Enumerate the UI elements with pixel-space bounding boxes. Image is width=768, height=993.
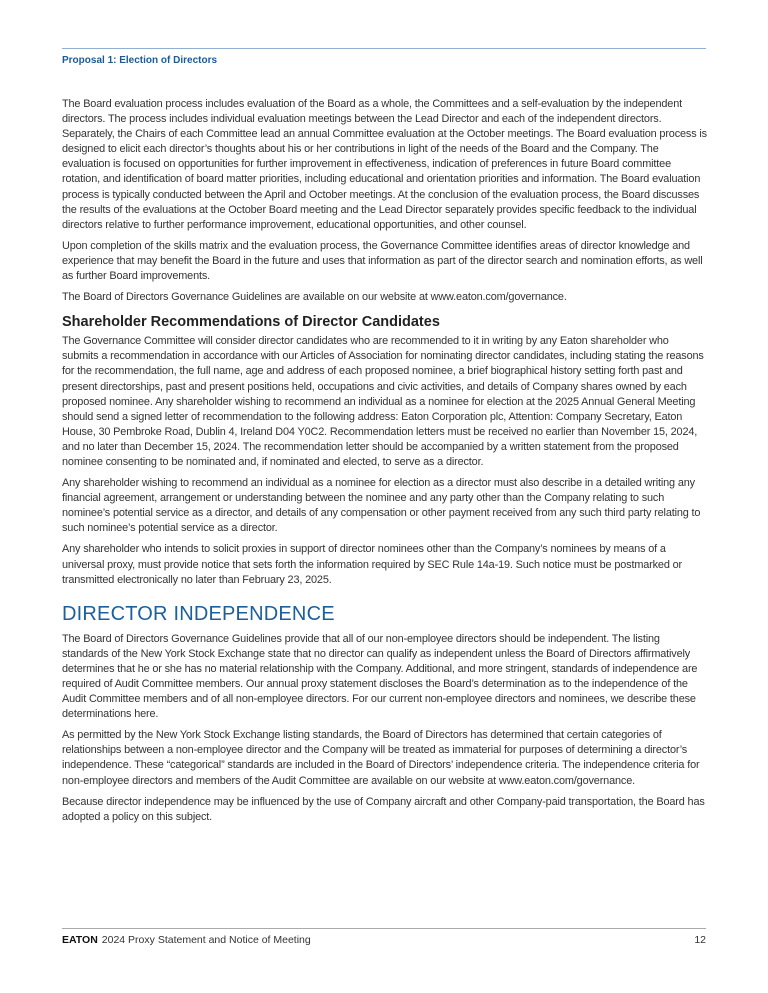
subsection-heading: Shareholder Recommendations of Director Candidates (62, 314, 440, 331)
page (62, 0, 706, 993)
paragraph: The Board of Directors Governance Guidelines provide that all of our non-employee directors should be independent. The listing standards of the New York Stock Exchange state that no director can qualify as independent unless the Board of Directors affirmatively determines that he or she has no material relationship with the Company. Additional, and more stringent, standards of independence are required of Audit Committee members. Our annual proxy statement discloses the Board’s determination as to the independence of the Audit Committee members and of all non-employee directors. For our current non-employee directors and nominees, we describe these determinations here. (62, 632, 698, 721)
page-number: 12 (694, 934, 706, 946)
paragraph: Because director independence may be influenced by the use of Company aircraft and other Company-paid transportation, the Board has adopted a policy on this subject. (62, 795, 705, 823)
paragraph: The Governance Committee will consider director candidates who are recommended to it in writing by any Eaton shareholder who submits a recommendation in accordance with our Articles of Association for nominating director candidates, including stating the reasons for the recommendation, the full name, age and address of each proposed nominee, a brief biographical history setting forth past and present directorships, past and present positions held, occupations and civic activities, and details of Company shares owned by each proposed nominee. Any shareholder wishing to recommend an individual as a nominee for election at the 2025 Annual General Meeting should send a signed letter of recommendation to the following address: Eaton Corporation plc, Attention: Company Secretary, Eaton House, 30 Pembroke Road, Dublin 4, Ireland D04 Y0C2. Recommendation letters must be received no earlier than November 15, 2024, and no later than December 15, 2024. The recommendation letter should be accompanied by a written statement from the proposed nominee consenting to be nominated and, if nominated and elected, to serve as a director. (62, 335, 704, 468)
paragraph: As permitted by the New York Stock Exchange listing standards, the Board of Directors has determined that certain categories of relationships between a non-employee director and the Company will be treated as immaterial for purposes of determining a director’s independence. These “categorical” standards are included in the Board of Directors’ independence criteria. The independence criteria for non-employee directors and members of the Audit Committee are available on our website at www.eaton.com/governance. (62, 729, 700, 787)
paragraph: The Board of Directors Governance Guidelines are available on our website at www.eaton.com/governance. (62, 291, 567, 304)
section-heading: DIRECTOR INDEPENDENCE (62, 602, 335, 625)
footer-rule (62, 928, 706, 929)
header-rule (62, 48, 706, 49)
paragraph: The Board evaluation process includes evaluation of the Board as a whole, the Committees and a self-evaluation by the independent directors. The process includes individual evaluation meetings between the Lead Director and each of the independent directors. Separately, the Chairs of each Committee lead an annual Committee evaluation at the October meetings. The Board evaluation process is designed to elicit each director’s thoughts about his or her contributions in light of the needs of the Board and the Company. The evaluation is focused on opportunities for further improvement in effectiveness, indication of preferences in future Board committee rotation, and identification of board matter priorities, including educational and orientation priorities and information. The Board evaluation process is typically conducted between the April and October meetings. At the conclusion of the evaluation process, the Board discusses the results of the evaluations at the October Board meeting and the Lead Director separately provides specific feedback to the individual directors relative to further performance improvement, educational opportunities, and other counsel. (62, 98, 707, 231)
footer (62, 933, 311, 947)
footer-brand: EATON (62, 934, 98, 946)
section-label: Proposal 1: Election of Directors (62, 55, 218, 66)
paragraph: Any shareholder wishing to recommend an individual as a nominee for election as a director must also describe in a detailed writing any financial agreement, arrangement or understanding between the nominee and any party other than the Company relating to such nominee’s potential service as a director, and details of any compensation or other payment received from any such third party relating to such nominee’s potential service as a director. (62, 477, 701, 535)
paragraph: Any shareholder who intends to solicit proxies in support of director nominees other than the Company’s nominees by means of a universal proxy, must provide notice that sets forth the information required by SEC Rule 14a-19. Such notice must be postmarked or transmitted electronically no later than February 23, 2025. (62, 543, 682, 586)
paragraph: Upon completion of the skills matrix and the evaluation process, the Governance Committee identifies areas of director knowledge and experience that may benefit the Board in the future and uses that information as part of the director search and nomination efforts, as well as further Board improvements. (62, 239, 703, 283)
footer-area (62, 908, 706, 993)
footer-title: 2024 Proxy Statement and Notice of Meeting (101, 934, 311, 946)
